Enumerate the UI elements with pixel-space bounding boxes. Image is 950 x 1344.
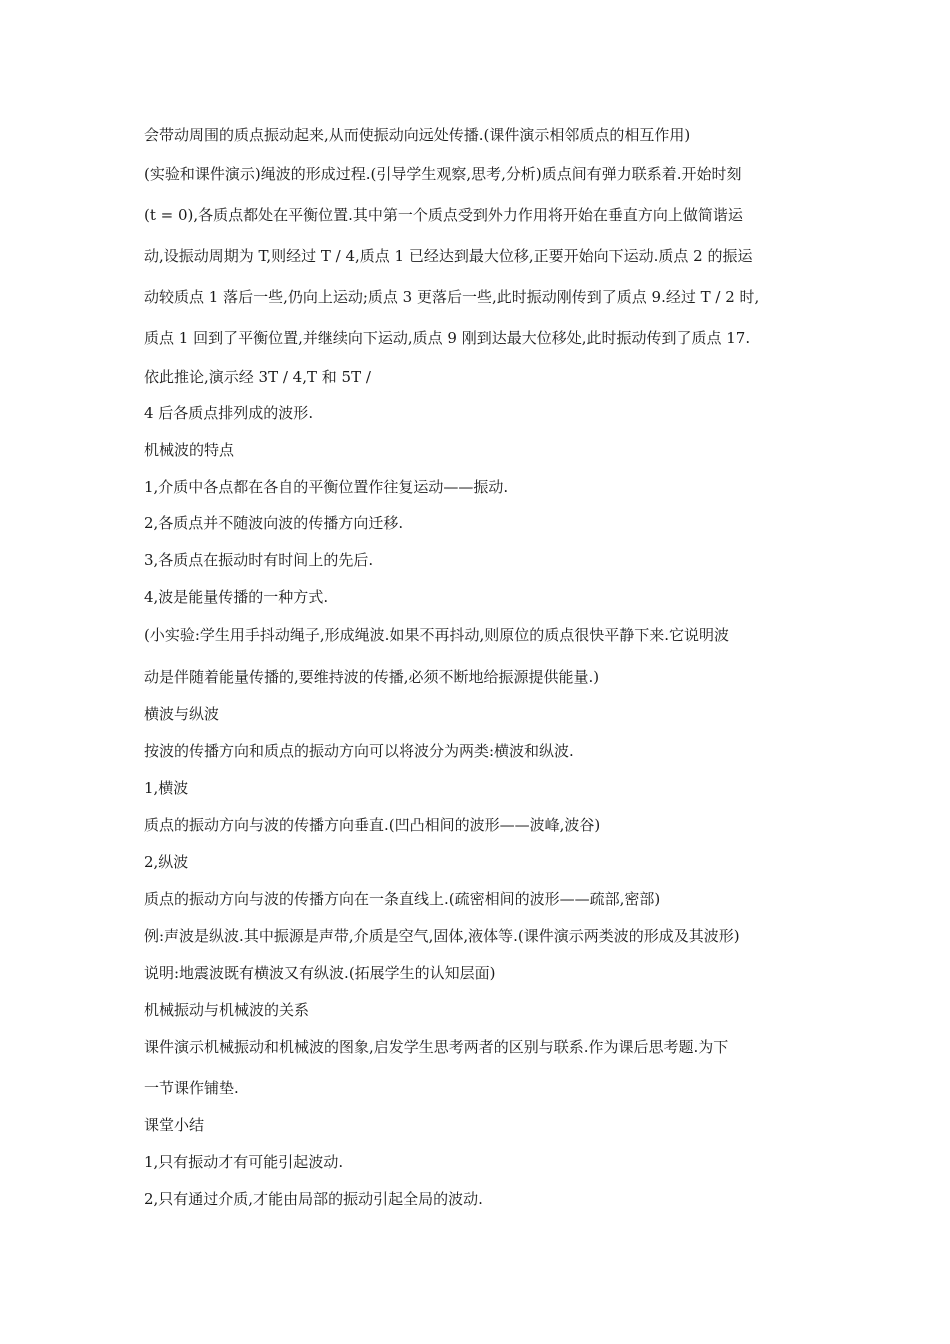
text-line: 按波的传播方向和质点的振动方向可以将波分为两类:横波和纵波. <box>144 742 574 760</box>
list-item: 3,各质点在振动时有时间上的先后. <box>144 551 374 569</box>
text-line: 动较质点 1 落后一些,仍向上运动;质点 3 更落后一些,此时振动刚传到了质点 9.经过 T / 2 时, <box>144 288 760 306</box>
list-item: 1,横波 <box>144 779 189 797</box>
text-line: 课件演示机械振动和机械波的图象,启发学生思考两者的区别与联系.作为课后思考题.为下 <box>144 1038 729 1056</box>
text-line: 依此推论,演示经 3T / 4,T 和 5T / <box>144 368 371 386</box>
text-line: (实验和课件演示)绳波的形成过程.(引导学生观察,思考,分析)质点间有弹力联系着.开始时刻 <box>144 165 742 183</box>
list-item: 1,只有振动才有可能引起波动. <box>144 1153 344 1171</box>
list-item: 2,各质点并不随波向波的传播方向迁移. <box>144 514 404 532</box>
text-line: 质点的振动方向与波的传播方向垂直.(凹凸相间的波形——波峰,波谷) <box>144 816 601 834</box>
text-line: (t = 0),各质点都处在平衡位置.其中第一个质点受到外力作用将开始在垂直方向上做简谐运 <box>144 206 743 224</box>
text-line: 质点的振动方向与波的传播方向在一条直线上.(疏密相间的波形——疏部,密部) <box>144 890 661 908</box>
section-heading: 机械波的特点 <box>144 441 235 459</box>
text-line: 质点 1 回到了平衡位置,并继续向下运动,质点 9 刚到达最大位移处,此时振动传到了质点 17. <box>144 329 751 347</box>
text-line: 会带动周围的质点振动起来,从而使振动向远处传播.(课件演示相邻质点的相互作用) <box>144 126 691 144</box>
text-line: (小实验:学生用手抖动绳子,形成绳波.如果不再抖动,则原位的质点很快平静下来.它说明波 <box>144 626 729 644</box>
list-item: 2,纵波 <box>144 853 189 871</box>
section-heading: 机械振动与机械波的关系 <box>144 1001 310 1019</box>
section-heading: 课堂小结 <box>144 1116 205 1134</box>
text-line: 一节课作铺垫. <box>144 1079 239 1097</box>
text-line: 例:声波是纵波.其中振源是声带,介质是空气,固体,液体等.(课件演示两类波的形成及其波形) <box>144 927 740 945</box>
list-item: 2,只有通过介质,才能由局部的振动引起全局的波动. <box>144 1190 483 1208</box>
text-line: 4 后各质点排列成的波形. <box>144 404 314 422</box>
list-item: 4,波是能量传播的一种方式. <box>144 588 329 606</box>
list-item: 1,介质中各点都在各自的平衡位置作往复运动——振动. <box>144 478 509 496</box>
text-line: 动是伴随着能量传播的,要维持波的传播,必须不断地给振源提供能量.) <box>144 668 600 686</box>
text-line: 说明:地震波既有横波又有纵波.(拓展学生的认知层面) <box>144 964 496 982</box>
section-heading: 横波与纵波 <box>144 705 220 723</box>
text-line: 动,设振动周期为 T,则经过 T / 4,质点 1 已经达到最大位移,正要开始向下运动.质点 2 的振运 <box>144 247 753 265</box>
